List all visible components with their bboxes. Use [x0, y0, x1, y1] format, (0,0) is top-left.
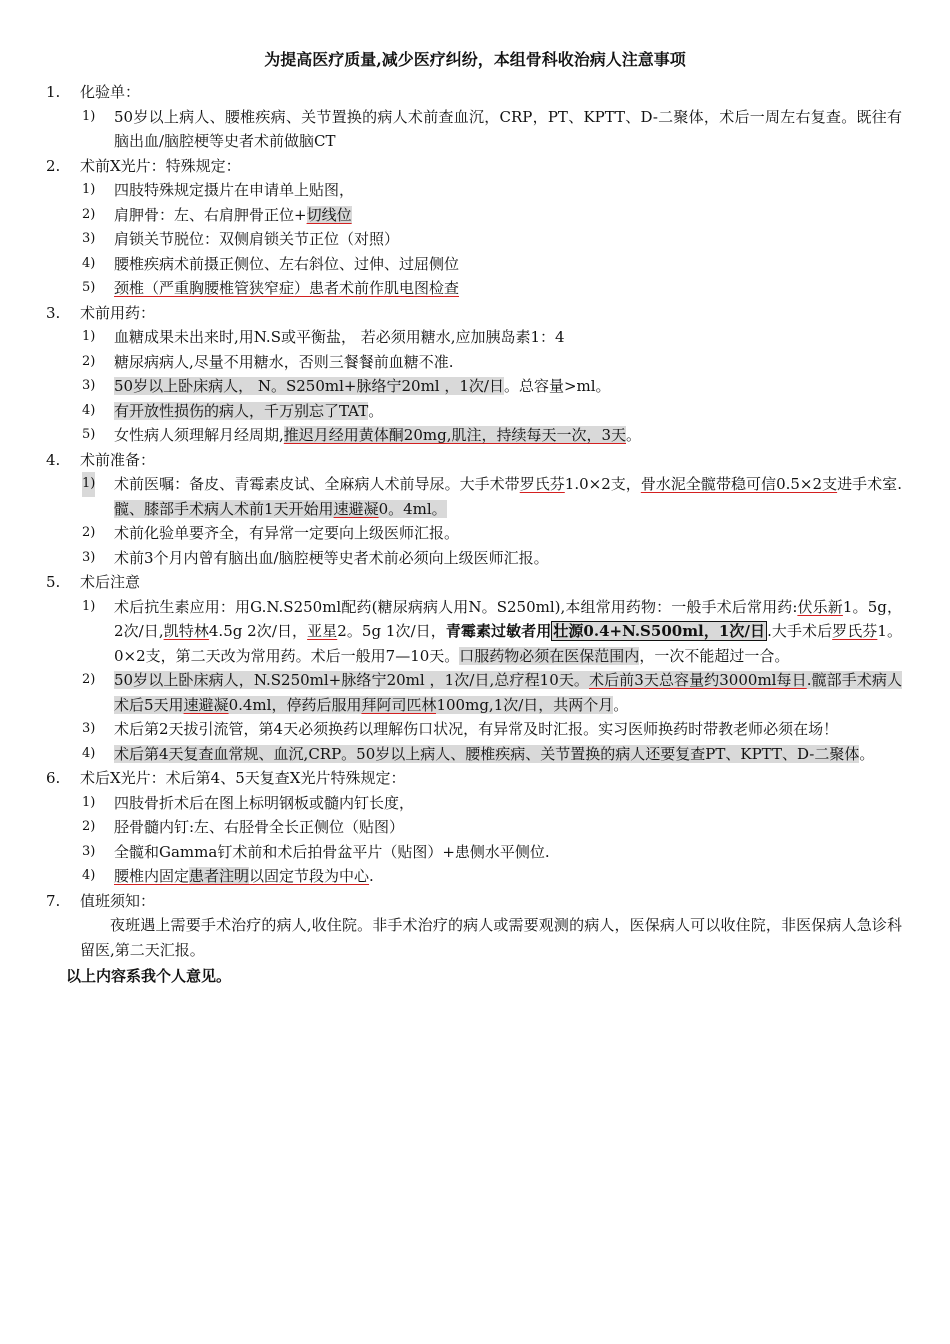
list-item: 3) 术后第2天拔引流管，第4天必须换药以理解伤口状况，有异常及时汇报。实习医师换药时带教老师必须在场！ [82, 720, 839, 738]
list-item: 2) 肩胛骨：左、右肩胛骨正位+切线位 [82, 205, 352, 224]
list-item: 3) 肩锁关节脱位：双侧肩锁关节正位（对照） [82, 230, 400, 248]
section-number: 7. [46, 891, 61, 910]
section-6-heading: 6. 术后X光片：术后第4、5天复查X光片特殊规定： [44, 766, 906, 791]
section-number: 6. [46, 769, 61, 787]
section-4-heading: 4. 术前准备： [44, 448, 906, 473]
section-number: 2. [46, 156, 61, 175]
closing-remark: 以上内容系我个人意见。 [66, 967, 232, 985]
section-3-heading: 3. 术前用药： [44, 301, 906, 326]
section-1-heading: 1. 化验单： [44, 80, 906, 105]
section-number: 5. [46, 573, 61, 591]
section-7-heading: 7. 值班须知： [44, 889, 906, 914]
list-item: 1) 50岁以上病人、腰椎疾病、关节置换的病人术前查血沉，CRP，PT、KPTT、D-二聚体，术后一周左右复查。既往有脑出血/脑腔梗等史者术前做脑CT [82, 107, 902, 150]
list-item: 1) 血糖成果未出来时,用N.S或平衡盐， 若必须用糖水,应加胰岛素1：4 [82, 328, 565, 346]
list-item: 1) 术后抗生素应用：用G.N.S250ml配药(糖尿病病人用N。S250ml),本组常用药物：一般手术后常用药:伏乐新1。5g，2次/日,凯特林4.5g 2次/日，亚星2。5g 1次/日，青霉素过敏者用 壮源0.4+N.S500ml，1次/日 .大手术后罗氏芬1。0×2支，第二天改为常用药。术后一般用7—10天。口服药物必须在医保范围内，一次不能超过一合。 [82, 597, 902, 665]
section-5-heading: 5. 术后注意 [44, 570, 906, 595]
list-item: 4) 腰椎内固定患者注明以固定节段为中心. [82, 867, 374, 885]
section-2-heading: 2. 术前X光片：特殊规定： [44, 154, 906, 179]
list-item: 4) 有开放性损伤的病人，千万别忘了TAT。 [82, 401, 384, 420]
list-item: 3) 50岁以上卧床病人， N。S250ml+脉络宁20ml ，1次/日。总容量>ml。 [82, 377, 611, 395]
list-item: 4) 腰椎疾病术前摄正侧位、左右斜位、过伸、过屈侧位 [82, 254, 460, 273]
list-item: 2) 术前化验单要齐全，有异常一定要向上级医师汇报。 [82, 524, 460, 542]
list-item: 1) 术前医嘱：备皮、青霉素皮试、全麻病人术前导尿。大手术带罗氏芬1.0×2支，骨水泥全髋带稳可信0.5×2支进手术室.髋、膝部手术病人术前1天开始用速避凝0。4ml。 [44, 472, 906, 521]
list-item: 2) 胫骨髓内钉:左、右胫骨全长正侧位（贴图） [82, 818, 405, 836]
list-item: 5) 女性病人须理解月经周期,推迟月经用黄体酮20mg,肌注，持续每天一次，3天。 [82, 426, 642, 444]
list-item: 3) 全髋和Gamma钉术前和术后拍骨盆平片（贴图）+患侧水平侧位. [82, 842, 550, 861]
list-item: 2) 50岁以上卧床病人，N.S250ml+脉络宁20ml ，1次/日,总疗程10天。术后前3天总容量约3000ml每日.髋部手术病人术后5天用速避凝0.4ml，停药后服用拜阿司匹林100mg,1次/日，共两个月。 [82, 671, 902, 714]
list-item: 5) 颈椎（严重胸腰椎管狭窄症）患者术前作肌电图检查 [82, 279, 460, 297]
list-item: 1) 四肢特殊规定摄片在申请单上贴图， [82, 181, 355, 199]
list-item: 2) 糖尿病病人,尽量不用糖水，否则三餐餐前血糖不准. [82, 352, 454, 371]
list-item: 4) 术后第4天复查血常规、血沉,CRP。50岁以上病人、腰椎疾病、关节置换的病人还要复查PT、KPTT、D-二聚体。 [82, 744, 875, 763]
document-title: 为提高医疗质量,减少医疗纠纷，本组骨科收治病人注意事项 [264, 50, 686, 69]
list-item: 1) 四肢骨折术后在图上标明钢板或髓内钉长度， [82, 793, 415, 812]
duty-paragraph: 夜班遇上需要手术治疗的病人,收住院。非手术治疗的病人或需要观测的病人，医保病人可以收住院，非医保病人急诊科留医,第二天汇报。 [80, 916, 902, 959]
section-number: 4. [46, 450, 61, 469]
list-item: 3) 术前3个月内曾有脑出血/脑腔梗等史者术前必须向上级医师汇报。 [82, 548, 549, 567]
section-number: 3. [46, 303, 61, 322]
section-number: 1. [46, 83, 61, 101]
